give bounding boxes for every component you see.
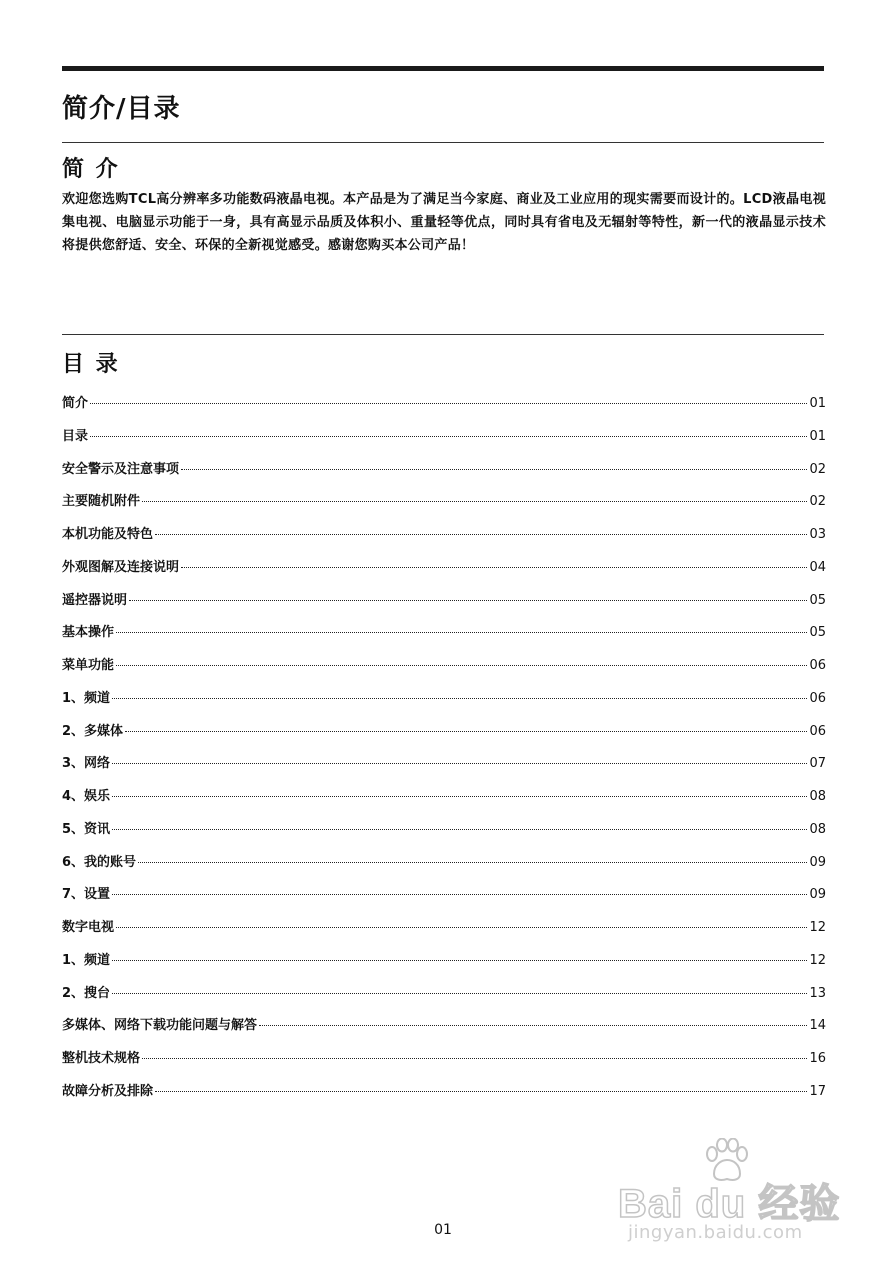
toc-entry[interactable] xyxy=(62,621,826,654)
toc-entry-page: 05 xyxy=(809,592,826,608)
toc-entry-label: 本机功能及特色 xyxy=(62,527,154,542)
toc-entry[interactable] xyxy=(62,1047,826,1080)
watermark xyxy=(618,1138,848,1248)
toc-entry-page: 06 xyxy=(809,658,826,673)
toc-entry[interactable] xyxy=(62,720,826,753)
dot-leader xyxy=(112,763,807,764)
dot-leader xyxy=(116,927,807,928)
toc-entry-page: 02 xyxy=(809,494,826,510)
toc-entry-label: 菜单功能 xyxy=(62,658,115,673)
toc-entry-page: 03 xyxy=(809,527,826,542)
divider xyxy=(62,142,824,143)
toc-entry[interactable] xyxy=(62,392,826,425)
toc-entry[interactable] xyxy=(62,752,826,785)
toc-entry-page: 08 xyxy=(809,789,826,804)
toc-entry-page: 06 xyxy=(809,690,826,706)
toc-entry-label: 5、资讯 xyxy=(62,821,111,837)
dot-leader xyxy=(112,698,807,699)
toc-entry-page: 06 xyxy=(809,723,826,739)
toc-entry-page: 14 xyxy=(809,1018,826,1034)
toc-entry-label: 多媒体、网络下载功能问题与解答 xyxy=(62,1018,258,1034)
toc-entry-page: 08 xyxy=(809,821,826,837)
intro-heading: 简 介 xyxy=(62,157,120,182)
toc-heading: 目 录 xyxy=(62,352,120,377)
dot-leader xyxy=(112,894,807,895)
dot-leader xyxy=(125,731,807,732)
toc-entry-page: 02 xyxy=(809,461,826,477)
dot-leader xyxy=(259,1025,807,1026)
table-of-contents xyxy=(62,392,826,1113)
toc-entry[interactable] xyxy=(62,982,826,1015)
toc-entry-page: 16 xyxy=(809,1051,826,1066)
toc-entry-page: 01 xyxy=(809,396,826,411)
dot-leader xyxy=(142,501,807,502)
toc-entry[interactable] xyxy=(62,523,826,556)
toc-entry[interactable] xyxy=(62,490,826,523)
toc-entry-page: 12 xyxy=(809,952,826,968)
dot-leader xyxy=(155,1091,807,1092)
dot-leader xyxy=(112,960,807,961)
toc-entry-page: 07 xyxy=(809,756,826,772)
intro-body: 欢迎您选购TCL高分辨率多功能数码液晶电视。本产品是为了满足当今家庭、商业及工业应用的现实需要而设计的。LCD液晶电视集电视、电脑显示功能于一身，具有高显示品质及体积小、重量轻等优点，同时具有省电及无辐射等特性，新一代的液晶显示技术将提供您舒适、安全、环保的全新视觉感受。感谢您购买本公司产品！ xyxy=(62,192,826,253)
toc-entry-label: 4、娱乐 xyxy=(62,789,111,804)
page-title: 简介/目录 xyxy=(62,94,181,124)
toc-entry-label: 2、搜台 xyxy=(62,985,111,1001)
toc-entry[interactable] xyxy=(62,425,826,458)
toc-entry-page: 09 xyxy=(809,854,826,870)
toc-entry-label: 遥控器说明 xyxy=(62,592,128,608)
page-number: 01 xyxy=(434,1222,452,1238)
toc-entry-label: 数字电视 xyxy=(62,920,115,935)
toc-entry-page: 09 xyxy=(809,887,826,903)
dot-leader xyxy=(90,436,807,437)
toc-entry-page: 04 xyxy=(809,559,826,575)
toc-entry[interactable] xyxy=(62,851,826,884)
toc-entry-label: 3、网络 xyxy=(62,756,111,772)
toc-entry-label: 简介 xyxy=(62,396,89,411)
toc-entry[interactable] xyxy=(62,1080,826,1113)
toc-entry[interactable] xyxy=(62,654,826,687)
toc-entry-label: 故障分析及排除 xyxy=(62,1083,154,1099)
toc-entry-label: 目录 xyxy=(62,428,89,444)
toc-entry-label: 安全警示及注意事项 xyxy=(62,461,180,477)
toc-entry-label: 主要随机附件 xyxy=(62,494,141,510)
dot-leader xyxy=(116,632,807,633)
dot-leader xyxy=(112,796,807,797)
toc-entry[interactable] xyxy=(62,949,826,982)
dot-leader xyxy=(142,1058,807,1059)
toc-entry[interactable] xyxy=(62,458,826,491)
toc-entry[interactable] xyxy=(62,818,826,851)
toc-entry-label: 1、频道 xyxy=(62,952,111,968)
toc-entry[interactable] xyxy=(62,916,826,949)
toc-entry[interactable] xyxy=(62,1014,826,1047)
toc-entry-page: 13 xyxy=(809,985,826,1001)
toc-entry[interactable] xyxy=(62,589,826,622)
watermark-url: jingyan.baidu.com xyxy=(628,1222,803,1243)
dot-leader xyxy=(112,993,807,994)
toc-entry-label: 1、频道 xyxy=(62,690,111,706)
baidu-logo: Bai du 经验 xyxy=(618,1182,841,1226)
toc-entry-label: 外观图解及连接说明 xyxy=(62,559,180,575)
toc-entry[interactable] xyxy=(62,556,826,589)
toc-entry[interactable] xyxy=(62,785,826,818)
dot-leader xyxy=(138,862,807,863)
toc-entry-label: 2、多媒体 xyxy=(62,723,124,739)
dot-leader xyxy=(181,567,807,568)
toc-entry-page: 01 xyxy=(809,428,826,444)
dot-leader xyxy=(181,469,807,470)
toc-entry-label: 6、我的账号 xyxy=(62,854,137,870)
toc-entry-page: 05 xyxy=(809,625,826,641)
toc-entry[interactable] xyxy=(62,883,826,916)
dot-leader xyxy=(155,534,807,535)
toc-entry-label: 7、设置 xyxy=(62,887,111,903)
top-rule xyxy=(62,66,824,71)
toc-entry[interactable] xyxy=(62,687,826,720)
divider xyxy=(62,334,824,335)
toc-entry-label: 基本操作 xyxy=(62,625,115,641)
dot-leader xyxy=(129,600,807,601)
dot-leader xyxy=(116,665,807,666)
toc-entry-page: 12 xyxy=(809,920,826,935)
dot-leader xyxy=(112,829,807,830)
toc-entry-label: 整机技术规格 xyxy=(62,1051,141,1066)
toc-entry-page: 17 xyxy=(809,1083,826,1099)
dot-leader xyxy=(90,403,807,404)
